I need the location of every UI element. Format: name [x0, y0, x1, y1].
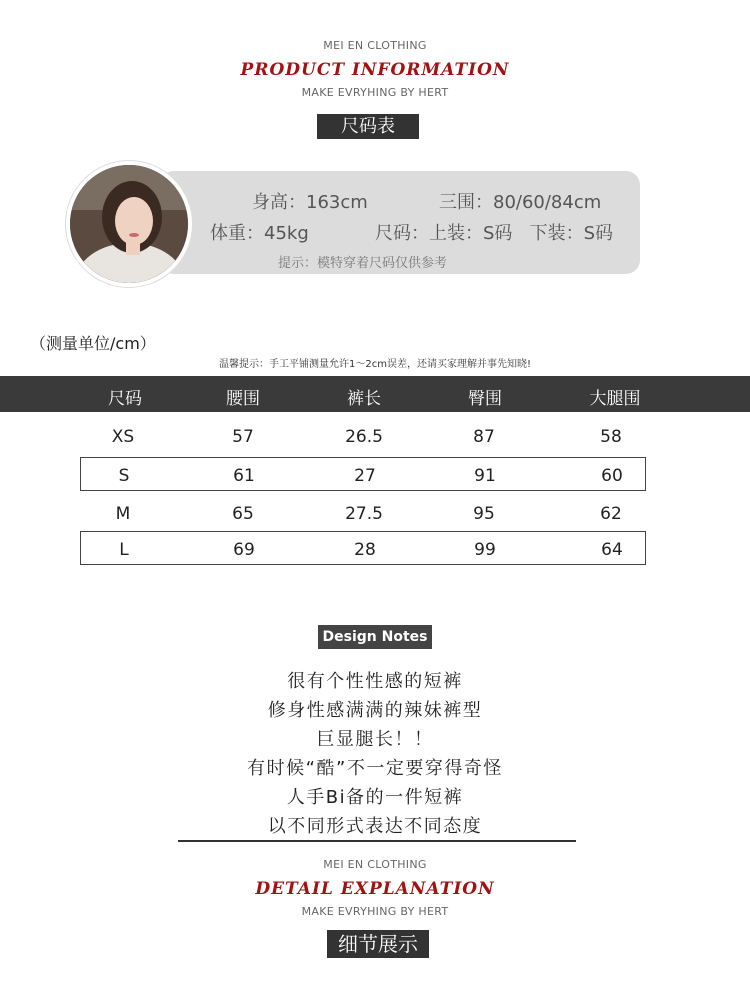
table-cell: 28 — [354, 540, 376, 560]
table-cell: S — [118, 466, 130, 486]
table-row — [80, 531, 646, 565]
table-row — [80, 496, 646, 530]
design-note-line: 很有个性性感的短裤 — [287, 671, 463, 692]
design-note-line: 以不同形式表达不同态度 — [267, 816, 483, 837]
brand-name: MEI EN CLOTHING — [323, 39, 427, 52]
brand-tagline: MAKE EVRYHING BY HERT — [301, 86, 449, 99]
table-cell: 65 — [232, 504, 254, 524]
table-cell: 26.5 — [345, 427, 383, 447]
design-notes-label: Design Notes — [318, 625, 432, 649]
table-cell: 87 — [473, 427, 495, 447]
brand-name: MEI EN CLOTHING — [323, 858, 427, 871]
table-cell: 27.5 — [345, 504, 383, 524]
table-cell: XS — [111, 427, 135, 447]
design-note-line: 人手Bi备的一件短裤 — [286, 787, 464, 808]
table-cell: M — [115, 504, 131, 524]
model-avatar — [66, 161, 192, 287]
measurement-unit: （测量单位/cm） — [30, 334, 156, 353]
table-cell: 99 — [474, 540, 496, 560]
table-cell: 69 — [233, 540, 255, 560]
detail-display-label: 细节展示 — [327, 930, 429, 958]
table-cell: 60 — [601, 466, 623, 486]
column-header-length: 裤长 — [347, 389, 381, 409]
size-chart-label: 尺码表 — [317, 114, 419, 139]
model-height: 身高：163cm — [252, 192, 368, 213]
table-cell: 62 — [600, 504, 622, 524]
table-cell: 58 — [600, 427, 622, 447]
design-note-line: 有时候“酷”不一定要穿得奇怪 — [247, 758, 503, 779]
table-cell: 91 — [474, 466, 496, 486]
column-header-thigh: 大腿围 — [589, 389, 641, 409]
model-size: 尺码：上装：S码 下装：S码 — [375, 223, 614, 244]
table-cell: 64 — [601, 540, 623, 560]
column-header-waist: 腰围 — [226, 389, 260, 409]
design-note-line: 巨显腿长！！ — [316, 729, 434, 750]
design-note-line: 修身性感满满的辣妹裤型 — [267, 700, 483, 721]
table-cell: 57 — [232, 427, 254, 447]
table-row — [80, 457, 646, 491]
section-title-detail-explanation: DETAIL EXPLANATION — [255, 879, 495, 899]
model-measurements: 三围：80/60/84cm — [439, 192, 602, 213]
model-weight: 体重：45kg — [210, 223, 309, 244]
measurement-notice: 温馨提示：手工平铺测量允许1～2cm误差，还请买家理解并事先知晓! — [219, 359, 531, 370]
table-row — [80, 419, 646, 453]
brand-tagline: MAKE EVRYHING BY HERT — [301, 905, 449, 918]
table-cell: L — [119, 540, 129, 560]
table-cell: 61 — [233, 466, 255, 486]
column-header-hip: 臀围 — [468, 389, 502, 409]
section-title-product-information: PRODUCT INFORMATION — [240, 60, 510, 80]
table-cell: 95 — [473, 504, 495, 524]
size-table-header — [0, 376, 750, 412]
table-cell: 27 — [354, 466, 376, 486]
column-header-size: 尺码 — [108, 389, 142, 409]
section-divider — [178, 840, 576, 842]
model-size-hint: 提示：模特穿着尺码仅供参考 — [278, 256, 448, 271]
